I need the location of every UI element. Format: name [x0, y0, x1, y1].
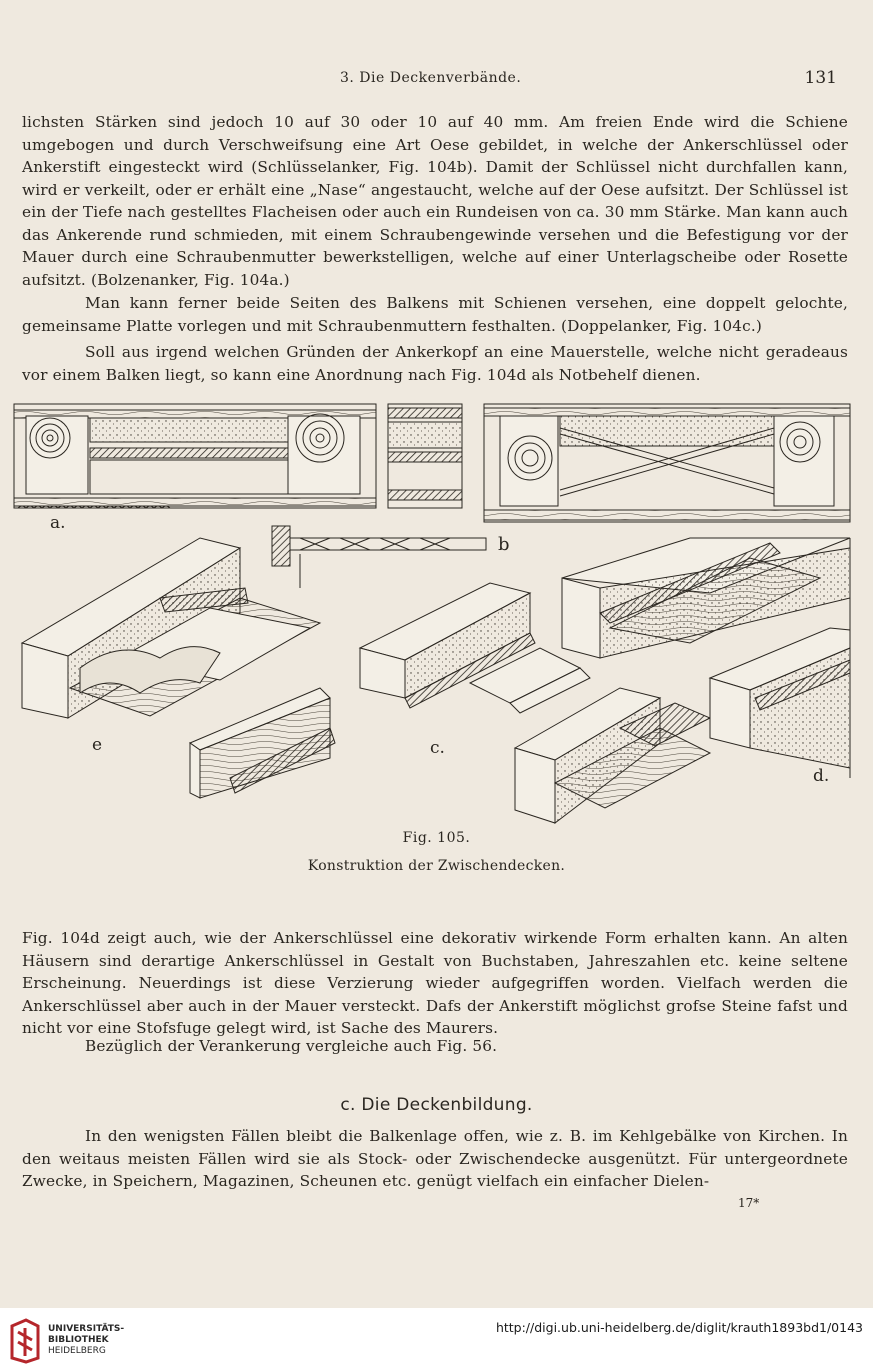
paragraph-reference: Bezüglich der Verankerung vergleiche auch Fig. 56. [85, 1037, 498, 1055]
figure-caption: Konstruktion der Zwischendecken. [307, 858, 566, 874]
page-number: 131 [804, 68, 837, 88]
detail-b-section [484, 404, 850, 522]
library-line-3: HEIDELBERG [48, 1346, 106, 1356]
library-line-2: BIBLIOTHEK [48, 1335, 109, 1345]
university-library-logo-icon [8, 1318, 42, 1364]
digitization-footer [0, 1308, 873, 1372]
label-d: d. [813, 766, 830, 786]
label-e: e [92, 735, 103, 755]
library-name [48, 1324, 124, 1357]
paragraph-emergency-anchor: Soll aus irgend welchen Gründen der Ankerkopf an eine Mauerstelle, welche nicht geradeaus vor einem Balken liegt, so kann eine Anordnung nach Fig. 104d als Notbehelf dienen. [22, 343, 848, 384]
detail-b-strip [272, 526, 486, 588]
label-a: a. [50, 513, 66, 533]
beam-end-left [26, 416, 88, 494]
paragraph-double-anchor: Man kann ferner beide Seiten des Balkens mit Schienen versehen, eine doppelt gelochte, gemeinsame Platte vorlegen und mit Schraubenmuttern festhalten. (Doppelanker, Fig. 104c.) [22, 294, 848, 335]
floor-construction-illustration [10, 398, 858, 838]
label-b: b [498, 534, 510, 555]
section-heading: c. Die Deckenbildung. [340, 1095, 533, 1115]
figure-105 [10, 398, 858, 838]
figure-number: Fig. 105. [402, 830, 471, 846]
label-c: c. [430, 738, 445, 758]
beam-end-right [288, 414, 360, 494]
beam-end-b-left [500, 416, 558, 506]
running-header [0, 68, 873, 92]
beam-end-b-right [774, 416, 834, 506]
printer-signature: 17* [738, 1196, 760, 1210]
paragraph-anchor-types: lichsten Stärken sind jedoch 10 auf 30 oder 10 auf 40 mm. Am freien Ende wird die Schiene umgebogen und durch Verschweifsung eine Art Oese gebildet, in welche der Ankerschlüssel oder Ankerstift eingesteckt wird (Schlüsselanker, Fig. 104b). Damit der Schlüssel nicht durchfallen kann, wird er verkeilt, oder er erhält eine „Nase“ angestaucht, welche auf der Oese aufsitzt. Der Schlüssel ist ein der Tiefe nach gestelltes Flacheisen oder auch ein Rundeisen von ca. 30 mm Stärke. Man kann auch das Ankerende rund schmieden, mit einem Schraubengewinde versehen und die Befestigung vor der Mauer durch eine Schraubenmutter bewerkstelligen, welche auf einer Unterlagscheibe oder Rosette aufsitzt. (Bolzenanker, Fig. 104a.) [22, 113, 848, 289]
paragraph-decorative-anchor: Fig. 104d zeigt auch, wie der Ankerschlüssel eine dekorativ wirkende Form erhalten kann. An alten Häusern sind derartige Ankerschlüssel in Gestalt von Buchstaben, Jahreszahlen etc. keine seltene Erscheinung. Neuerdings ist diese Verzierung wieder aufgegriffen worden. Vielfach werden die Ankerschlüssel aber auch in der Mauer versteckt. Dafs der Ankerstift möglichst grofse Steine fafst und nicht vor eine Stofsfuge gelegt wird, ist Sache des Maurers. [22, 929, 848, 1037]
paragraph-ceiling-formation: In den wenigsten Fällen bleibt die Balkenlage offen, wie z. B. im Kehlgebälke von Kirchen. In den weitaus meisten Fällen wird sie als Stock- oder Zwischendecke ausgenützt. Für untergeordnete Zwecke, in Speichern, Magazinen, Scheunen etc. genügt vielfach ein einfacher Dielen- [22, 1127, 848, 1190]
detail-e-isometric [22, 538, 335, 798]
library-line-1: UNIVERSITÄTS- [48, 1324, 125, 1334]
detail-a-section [14, 404, 462, 508]
chapter-title: 3. Die Deckenverbände. [340, 70, 522, 86]
source-url-link[interactable]: http://digi.ub.uni-heidelberg.de/diglit/krauth1893bd1/0143 [495, 1320, 863, 1335]
